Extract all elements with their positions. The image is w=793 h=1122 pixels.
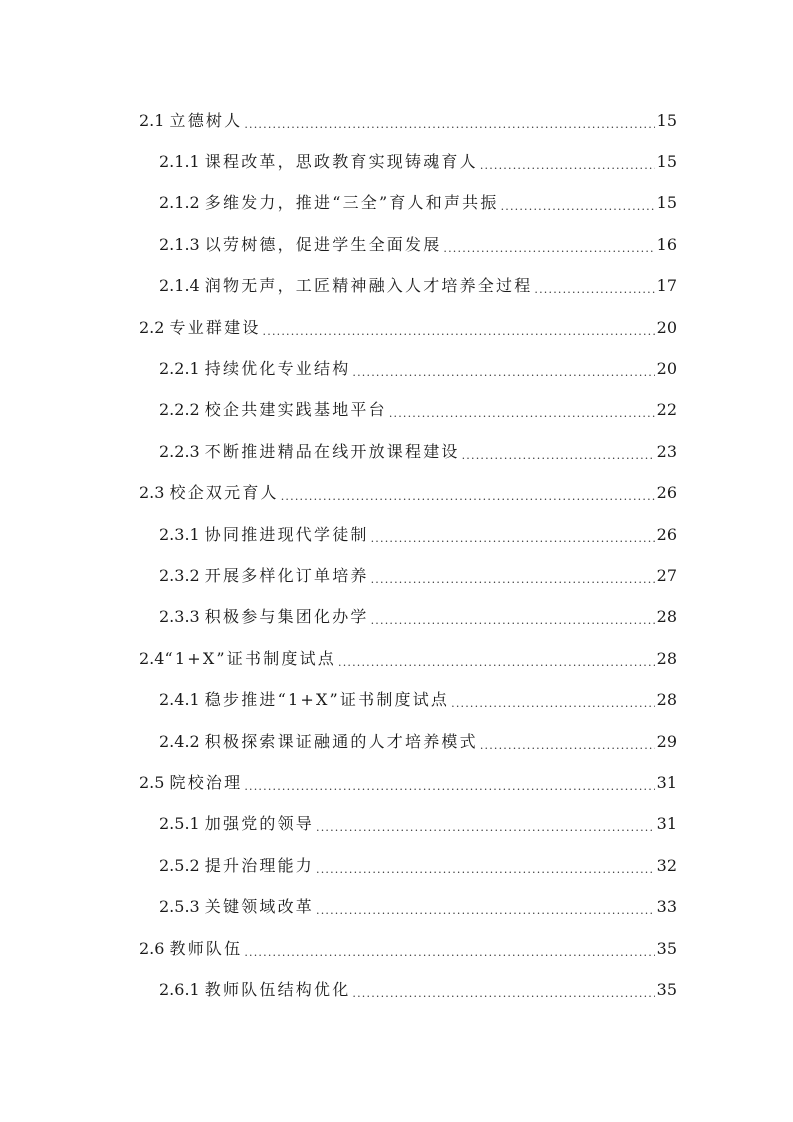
toc-dot-leader	[389, 404, 655, 424]
toc-entry[interactable]	[0, 597, 793, 638]
table-of-contents	[0, 100, 793, 1011]
toc-dot-leader	[316, 860, 655, 880]
toc-entry[interactable]	[0, 762, 793, 803]
toc-entry-page-number: 15	[656, 152, 677, 172]
toc-dot-leader	[371, 570, 655, 590]
toc-dot-leader	[244, 777, 654, 797]
toc-entry-number: 2.1.2	[159, 193, 205, 213]
toc-entry-title: 稳步推进“1+X”证书制度试点	[204, 690, 450, 710]
toc-entry-title: 持续优化专业结构	[204, 359, 351, 379]
toc-entry-number: 2.1.1	[159, 152, 205, 172]
toc-entry[interactable]	[0, 183, 793, 224]
toc-entry[interactable]	[0, 431, 793, 472]
toc-entry-number: 2.1.3	[159, 234, 205, 254]
toc-entry-number: 2.2.1	[159, 359, 205, 379]
toc-entry-title: 积极探索课证融通的人才培养模式	[204, 731, 478, 751]
toc-entry[interactable]	[0, 679, 793, 720]
toc-entry-title: 课程改革，思政教育实现铸魂育人	[204, 152, 478, 172]
toc-entry[interactable]	[0, 100, 793, 141]
toc-entry-page-number: 35	[656, 938, 677, 958]
toc-dot-leader	[352, 363, 654, 383]
toc-entry-page-number: 31	[656, 814, 677, 834]
toc-entry[interactable]	[0, 390, 793, 431]
toc-dot-leader	[338, 653, 655, 673]
toc-dot-leader	[534, 280, 654, 300]
toc-entry-page-number: 15	[656, 193, 677, 213]
toc-entry-number: 2.2.2	[159, 400, 205, 420]
toc-entry-title: 院校治理	[169, 772, 243, 792]
toc-entry-title: 加强党的领导	[204, 814, 314, 834]
toc-entry[interactable]	[0, 555, 793, 596]
toc-entry-number: 2.2	[139, 317, 170, 337]
toc-entry[interactable]	[0, 969, 793, 1010]
toc-entry-page-number: 28	[656, 607, 677, 627]
toc-dot-leader	[281, 487, 655, 507]
toc-dot-leader	[316, 901, 655, 921]
toc-entry-page-number: 32	[656, 855, 677, 875]
toc-entry[interactable]	[0, 307, 793, 348]
toc-entry-page-number: 20	[656, 359, 677, 379]
toc-entry-title: 关键领域改革	[204, 897, 314, 917]
toc-entry-title: 校企双元育人	[169, 483, 279, 503]
toc-entry-number: 2.3.3	[159, 607, 205, 627]
toc-entry-number: 2.3	[139, 483, 170, 503]
toc-entry-page-number: 23	[656, 441, 677, 461]
toc-entry-page-number: 29	[656, 731, 677, 751]
toc-entry-number: 2.6.1	[159, 979, 205, 999]
toc-entry-title: 教师队伍结构优化	[204, 979, 351, 999]
toc-entry-page-number: 16	[656, 234, 677, 254]
toc-entry[interactable]	[0, 721, 793, 762]
toc-entry-page-number: 26	[656, 483, 677, 503]
toc-dot-leader	[443, 239, 654, 259]
toc-entry[interactable]	[0, 473, 793, 514]
toc-entry-page-number: 28	[656, 690, 677, 710]
toc-entry-number: 2.5	[139, 772, 170, 792]
toc-entry-number: 2.4.1	[159, 690, 205, 710]
toc-dot-leader	[316, 818, 655, 838]
toc-entry-number: 2.4.2	[159, 731, 205, 751]
toc-entry-page-number: 20	[656, 317, 677, 337]
toc-entry[interactable]	[0, 224, 793, 265]
toc-entry[interactable]	[0, 348, 793, 389]
toc-entry-title: 积极参与集团化办学	[204, 607, 369, 627]
toc-dot-leader	[371, 529, 655, 549]
toc-entry[interactable]	[0, 886, 793, 927]
toc-entry-page-number: 22	[656, 400, 677, 420]
toc-entry[interactable]	[0, 514, 793, 555]
toc-entry-title: 润物无声，工匠精神融入人才培养全过程	[204, 276, 533, 296]
toc-dot-leader	[462, 446, 655, 466]
toc-entry-title: 提升治理能力	[204, 855, 314, 875]
toc-entry-title: 协同推进现代学徒制	[204, 524, 369, 544]
toc-entry-number: 2.5.1	[159, 814, 205, 834]
toc-dot-leader	[244, 943, 654, 963]
toc-entry-title: 开展多样化订单培养	[204, 565, 369, 585]
toc-dot-leader	[451, 694, 655, 714]
toc-entry[interactable]	[0, 638, 793, 679]
toc-entry-number: 2.3.1	[159, 524, 205, 544]
toc-dot-leader	[480, 156, 655, 176]
toc-dot-leader	[263, 322, 655, 342]
toc-entry-title: 校企共建实践基地平台	[204, 400, 387, 420]
toc-entry-title: 立德树人	[169, 110, 243, 130]
toc-entry-number: 2.2.3	[159, 441, 205, 461]
toc-entry-page-number: 35	[656, 979, 677, 999]
toc-entry[interactable]	[0, 141, 793, 182]
toc-dot-leader	[501, 197, 655, 217]
toc-entry-number: 2.5.3	[159, 897, 205, 917]
toc-entry-number: 2.5.2	[159, 855, 205, 875]
toc-entry-number: 2.1.4	[159, 276, 205, 296]
toc-entry-title: 不断推进精品在线开放课程建设	[204, 441, 460, 461]
toc-entry-number: 2.6	[139, 938, 170, 958]
toc-entry-title: 多维发力，推进“三全”育人和声共振	[204, 193, 499, 213]
toc-dot-leader	[244, 115, 654, 135]
toc-entry-page-number: 31	[656, 772, 677, 792]
toc-dot-leader	[352, 984, 654, 1004]
toc-dot-leader	[480, 736, 655, 756]
toc-entry-number: 2.1	[139, 110, 170, 130]
toc-entry[interactable]	[0, 845, 793, 886]
toc-entry-page-number: 15	[656, 110, 677, 130]
toc-entry[interactable]	[0, 266, 793, 307]
toc-entry[interactable]	[0, 804, 793, 845]
toc-entry-page-number: 28	[656, 648, 677, 668]
toc-entry-page-number: 33	[656, 897, 677, 917]
toc-entry-number: 2.4	[139, 648, 165, 668]
toc-entry-page-number: 17	[656, 276, 677, 296]
toc-entry-number: 2.3.2	[159, 565, 205, 585]
toc-entry-title: 专业群建设	[169, 317, 261, 337]
toc-entry-page-number: 26	[656, 524, 677, 544]
toc-entry[interactable]	[0, 928, 793, 969]
toc-dot-leader	[371, 611, 655, 631]
toc-entry-title: 教师队伍	[169, 938, 243, 958]
toc-entry-page-number: 27	[656, 565, 677, 585]
toc-entry-title: “1+X”证书制度试点	[164, 648, 336, 668]
toc-entry-title: 以劳树德，促进学生全面发展	[204, 234, 442, 254]
